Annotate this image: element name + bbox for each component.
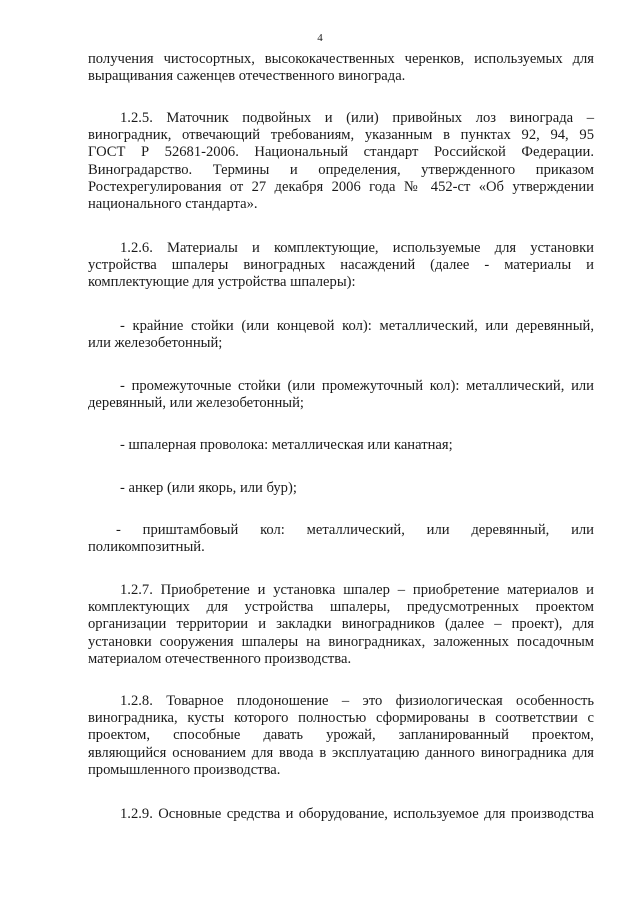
word: кол: — [260, 522, 285, 538]
text-line: Виноградарство. Термины и определения, утвержденного приказом — [88, 161, 594, 178]
text-line: - шпалерная проволока: металлическая или канатная; — [120, 437, 453, 453]
paragraph-1-2-7 — [88, 582, 594, 668]
paragraph-1-2-9 — [88, 806, 594, 823]
text-line: - промежуточные стойки (или промежуточный кол): металлический, или — [120, 378, 594, 394]
text-line: выращивания саженцев отечественного винограда. — [88, 68, 406, 85]
text-line: установки сооружения шпалеры на виноградниках, заложенных посадочным — [88, 633, 594, 650]
bullet-end-posts — [88, 318, 594, 352]
bullet-anchor — [88, 480, 594, 497]
text-line: комплектующих для устройства шпалеры, предусмотренных проектом — [88, 599, 594, 616]
paragraph-1-2-6 — [88, 240, 594, 292]
word: металлический, — [306, 522, 405, 538]
word: приштамбовый — [142, 522, 239, 538]
text-line: комплектующие для устройства шпалеры): — [88, 274, 356, 291]
text-line: виноградника, кусты которого полностью сформированы в соответствии с — [88, 710, 594, 727]
text-line: ГОСТ Р 52681-2006. Национальный стандарт Российской Федерации. — [88, 144, 594, 161]
text-line: или железобетонный; — [88, 335, 223, 352]
text-line: - крайние стойки (или концевой кол): металлический, или деревянный, — [120, 318, 594, 334]
text-line: - анкер (или якорь, или бур); — [120, 480, 297, 496]
word: проектом, — [88, 727, 151, 744]
bullet-intermediate-posts — [88, 378, 594, 412]
text-line: 1.2.6. Материалы и комплектующие, используемые для установки — [120, 240, 594, 256]
paragraph-1-2-5 — [88, 110, 594, 213]
text-line: промышленного производства. — [88, 761, 281, 778]
text-line: национального стандарта». — [88, 196, 258, 213]
text-line: получения чистосортных, высококачественных черенков, используемых для — [88, 51, 594, 67]
bullet-trellis-wire — [88, 437, 594, 454]
text-line: устройства шпалеры виноградных насаждений (далее - материалы и — [88, 257, 594, 274]
text-line — [88, 522, 594, 539]
text-line: Ростехрегулирования от 27 декабря 2006 года № 452-ст «Об утверждении — [88, 178, 594, 195]
word: способные — [173, 727, 241, 744]
paragraph-intro — [88, 51, 594, 85]
word: или — [426, 522, 450, 538]
text-line: организации территории и закладки виноградников (далее – проект), для — [88, 616, 594, 633]
text-line: деревянный, или железобетонный; — [88, 395, 304, 412]
text-line: 1.2.5. Маточник подвойных и (или) привойных лоз винограда – — [120, 110, 594, 126]
word: запланированный — [398, 727, 509, 744]
word: или — [571, 522, 594, 538]
word: - — [116, 522, 121, 538]
paragraph-1-2-8 — [88, 693, 594, 779]
bullet-stem-stake — [88, 522, 594, 556]
text-line — [88, 727, 594, 744]
text-line: виноградник, отвечающий требованиям, указанным в пунктах 92, 94, 95 — [88, 127, 594, 144]
word: деревянный, — [471, 522, 550, 538]
page-number: 4 — [317, 32, 323, 44]
word: урожай, — [326, 727, 376, 744]
text-line: материалом отечественного производства. — [88, 650, 352, 667]
text-line: являющийся основанием для ввода в эксплуатацию данного виноградника для — [88, 744, 594, 761]
word: давать — [263, 727, 304, 744]
text-line: 1.2.9. Основные средства и оборудование, используемое для производства — [120, 806, 594, 822]
text-line: 1.2.8. Товарное плодоношение – это физиологическая особенность — [120, 693, 594, 709]
text-line: поликомпозитный. — [88, 539, 205, 556]
text-line: 1.2.7. Приобретение и установка шпалер – приобретение материалов и — [120, 582, 594, 598]
word: проектом, — [531, 727, 594, 744]
